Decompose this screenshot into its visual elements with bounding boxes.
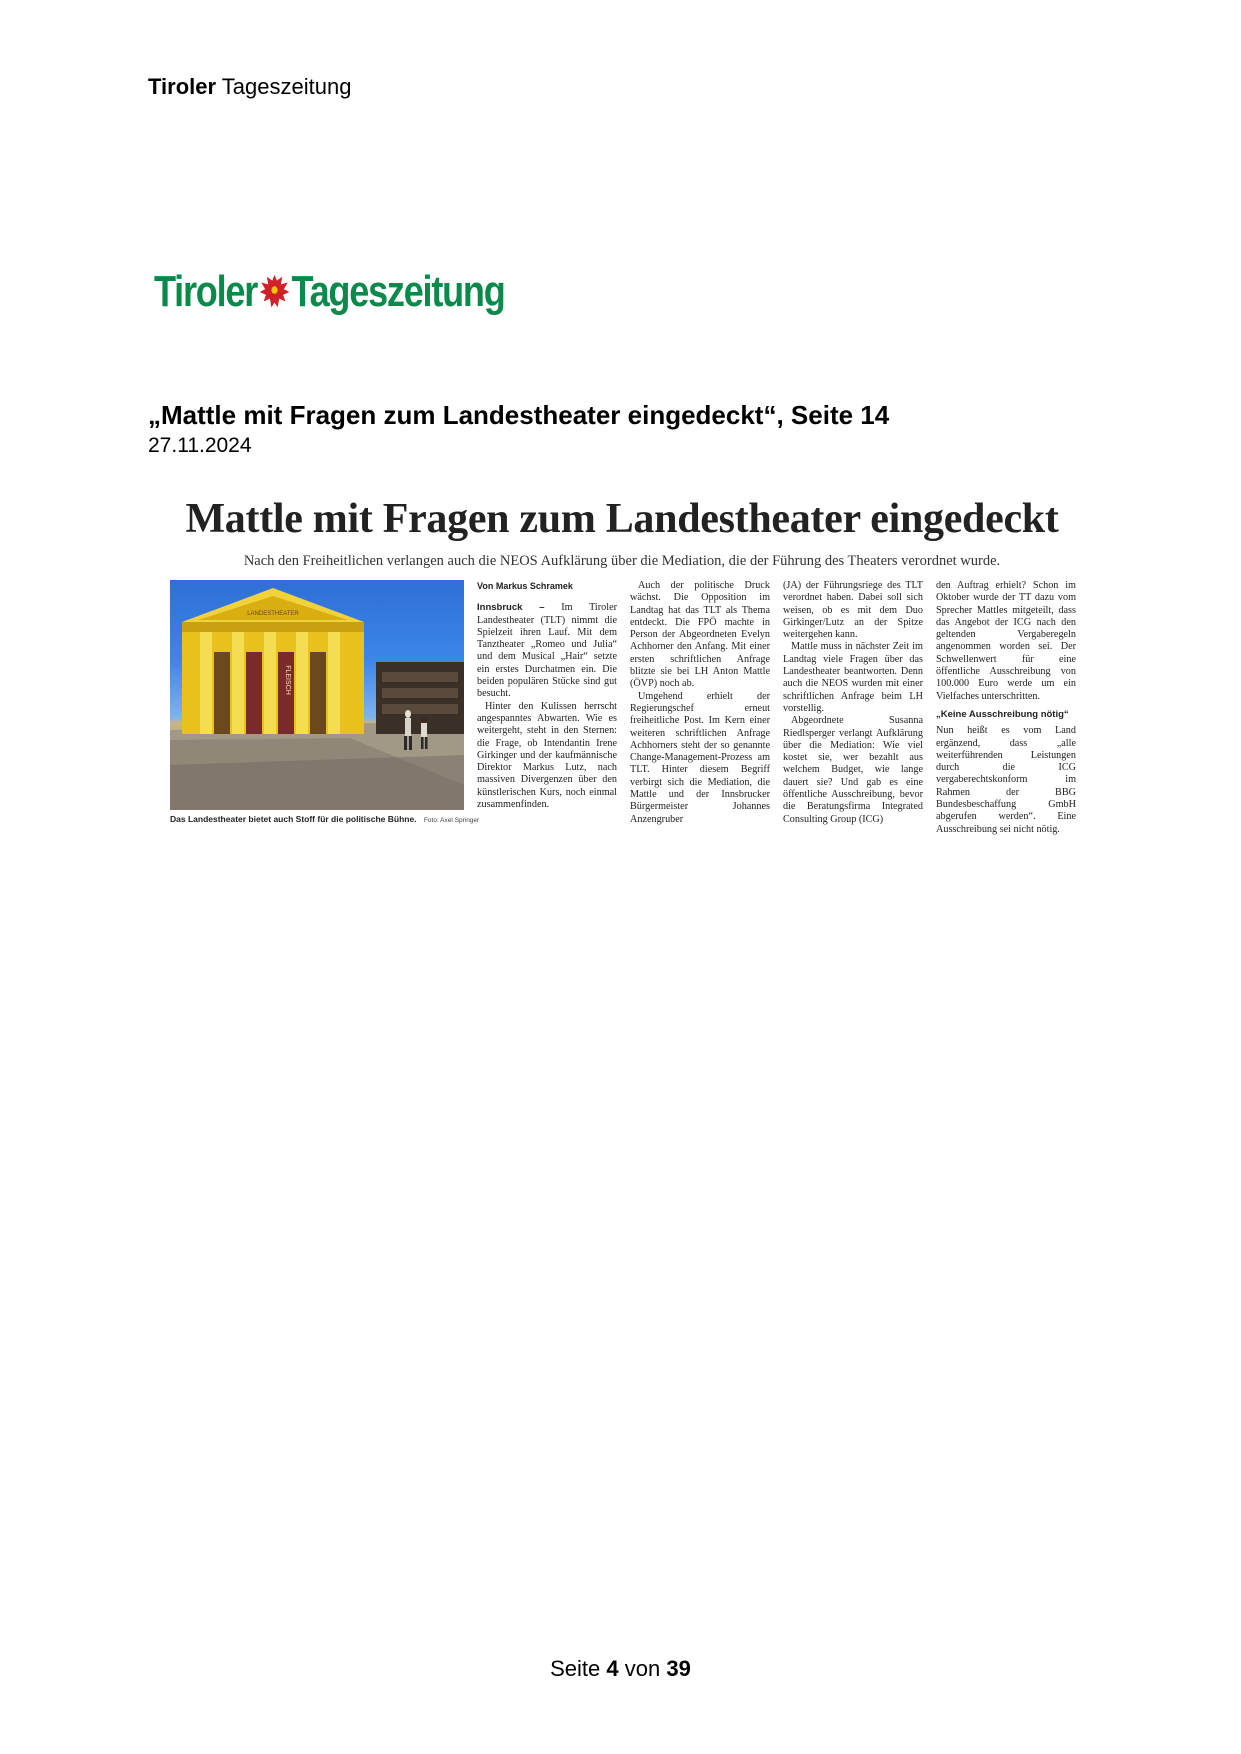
footer-page-total: 39: [666, 1656, 691, 1681]
paragraph-3: Auch der politische Druck wächst. Die Opposition im Landtag hat das TLT als Thema entdeckt. Die FPÖ machte in Person der Abgeordneten Evelyn Achhorner den Anfang. Mit einer ersten schriftlichen Anfrage blitzte sie bei LH Anton Mattle (ÖVP) noch ab.: [630, 580, 770, 690]
paragraph-1-text: Im Tiroler Landestheater (TLT) nimmt die Spielzeit ihren Lauf. Mit dem Tanztheater „Romeo und Julia“ und dem Musical „Hair“ setzte ein erstes Durchatmen ein. Die beiden populären Stücke sind gut besucht.: [477, 602, 617, 700]
footer-mid: von: [624, 1656, 661, 1681]
footer-page-number: 4: [606, 1656, 619, 1681]
publication-name-rest: Tageszeitung: [221, 74, 352, 99]
article-column-3: [783, 580, 923, 826]
paragraph-1: [477, 602, 617, 700]
article-column-1: [477, 580, 617, 811]
theater-banner: FLEISCH: [284, 665, 291, 695]
article-body: [168, 580, 1076, 835]
paragraph-5: (JA) der Führungsriege des TLT verordnet haben. Dabei soll sich weisen, ob es mit dem Duo Girkinger/Lutz an der Spitze weitergehen kann.: [783, 580, 923, 641]
page-footer: [0, 1656, 1241, 1682]
paragraph-8: den Auftrag erhielt? Schon im Oktober wurde der TT dazu vom Sprecher Mattles mitgeteilt, dass das Angebot der ICG nach den geltenden Vergaberegeln angenommen worden sei. Der Schwellenwert für eine öffentliche Ausschreibung von 100.000 Euro werde um ein Vielfaches unterschritten.: [936, 580, 1076, 702]
paragraph-4: Umgehend erhielt der Regierungschef erneut freiheitliche Post. Im Kern einer weiteren schriftlichen Anfrage Achhorners steht der so genannte Change-Management-Prozess am TLT. Hinter diesem Begriff verbirgt sich die Mediation, die Mattle und der Innsbrucker Bürgermeister Johannes Anzengruber: [630, 690, 770, 825]
theater-sign: LANDESTHEATER: [247, 611, 299, 617]
landestheater-photo: [170, 580, 464, 810]
clip-date: 27.11.2024: [148, 434, 252, 457]
footer-prefix: Seite: [550, 1656, 601, 1681]
publication-header: [148, 74, 351, 100]
publication-name-bold: Tiroler: [148, 74, 217, 99]
article-byline: Von Markus Schramek: [477, 581, 573, 591]
article-subhead: „Keine Ausschreibung nötig“: [936, 708, 1069, 720]
photo-caption: [170, 814, 480, 824]
photo-credit: Foto: Axel Springer: [423, 817, 480, 824]
paragraph-9: Nun heißt es vom Land ergänzend, dass „alle weiterführenden Leistungen durch die ICG vergaberechtskonform im Rahmen der BBG Bundesbeschaffung GmbH abgerufen werden“. Eine Ausschreibung sei nicht nötig.: [936, 725, 1076, 835]
article-headline: Mattle mit Fragen zum Landestheater eingedeckt: [185, 496, 1059, 542]
paragraph-7: Abgeordnete Susanna Riedlsperger verlangt Aufklärung über die Mediation: Wie viel kostet sie, wer bezahlt aus welchem Budget, wie lange dauert sie? Und gab es eine öffentliche Ausschreibung, bevor die Beratungsfirma Integrated Consulting Group (ICG): [783, 715, 923, 825]
logo-word-left: Tiroler: [154, 267, 258, 316]
newspaper-article: [168, 494, 1076, 835]
article-column-4: [936, 580, 1076, 836]
article-dateline: Innsbruck –: [477, 602, 545, 614]
theater-illustration: [170, 580, 464, 810]
logo-word-right: Tageszeitung: [291, 267, 505, 316]
caption-text: Das Landestheater bietet auch Stoff für die politische Bühne.: [170, 814, 417, 824]
paragraph-6: Mattle muss in nächster Zeit im Landtag viele Fragen über das Landestheater beantworten. Denn auch die NEOS wurden mit einer schriftlichen Anfrage beim LH vorstellig.: [783, 641, 923, 714]
paragraph-2: Hinter den Kulissen herrscht angespanntes Abwarten. Wie es weitergeht, steht in den Sternen: die Frage, ob Intendantin Irene Girkinger und der kaufmännische Direktor Markus Lutz, nach massiven Divergenzen über den künstlerischen Kurs, noch einmal zusammenfinden.: [477, 700, 617, 811]
newspaper-logo: [154, 262, 505, 322]
clip-title: „Mattle mit Fragen zum Landestheater eingedeckt“, Seite 14: [148, 400, 890, 430]
article-column-2: [630, 580, 770, 826]
tyrolean-eagle-icon: [259, 271, 290, 313]
article-subheadline: Nach den Freiheitlichen verlangen auch die NEOS Aufklärung über die Mediation, die der Führung des Theaters verordnet wurde.: [243, 553, 1001, 569]
